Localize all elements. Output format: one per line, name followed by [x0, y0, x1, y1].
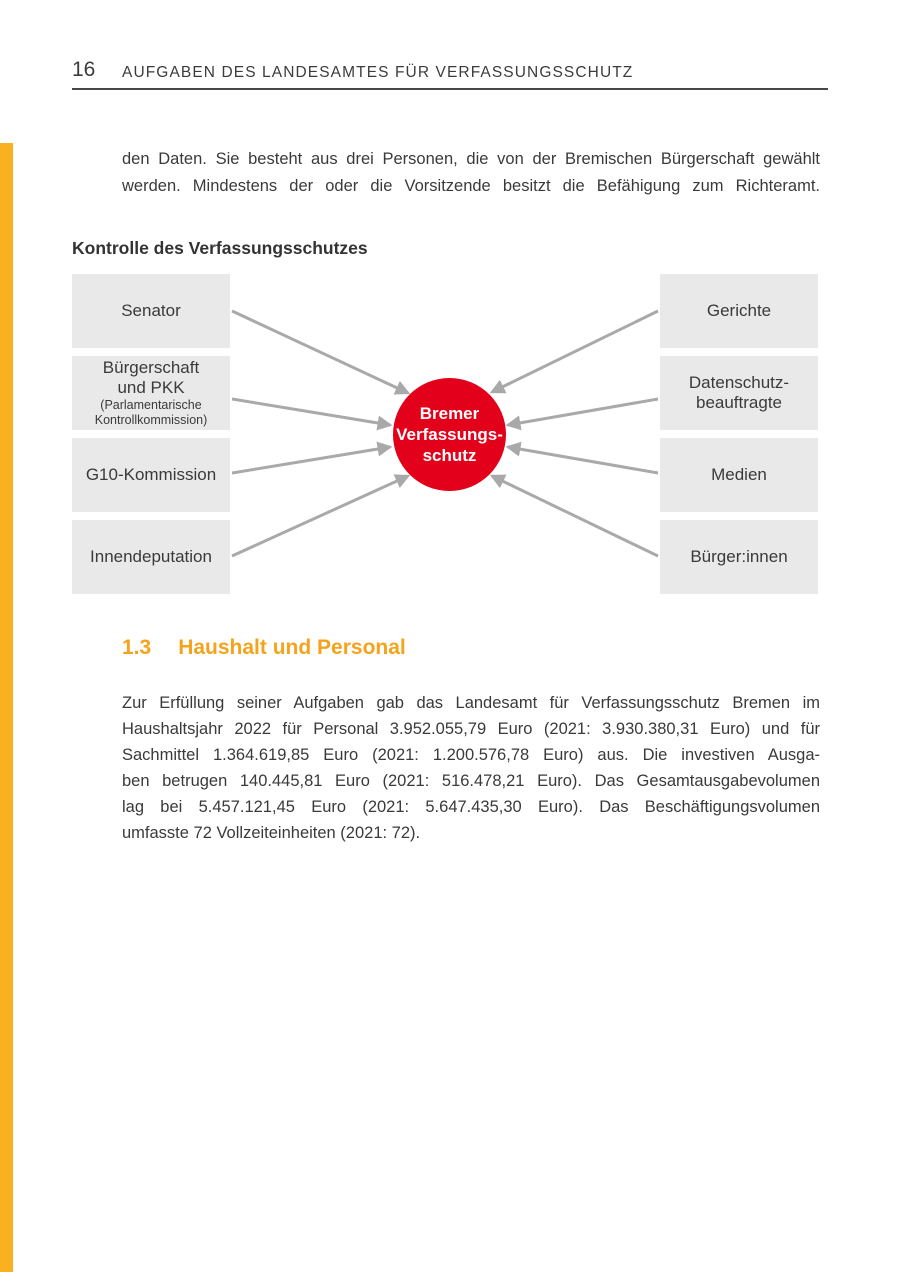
- arrow-senator: [232, 311, 408, 393]
- diagram-box-label: Innendeputation: [90, 547, 212, 566]
- circle-label: schutz: [422, 446, 477, 465]
- diagram-box-label: Bürger:innen: [690, 547, 788, 566]
- section-heading: [122, 636, 406, 660]
- arrow-buergerschaft-pkk: [232, 399, 390, 425]
- paragraph-line: Sachmittel 1.364.619,85 Euro (2021: 1.200.576,78 Euro) aus. Die investiven Ausga-: [122, 746, 820, 764]
- running-header-title: AUFGABEN DES LANDESAMTES FÜR VERFASSUNGSSCHUTZ: [122, 64, 634, 81]
- budget-paragraph: [122, 690, 820, 846]
- diagram-box-buergerinnen: [660, 520, 818, 594]
- intro-line: werden. Mindestens der oder die Vorsitzende besitzt die Befähigung zum Richteramt.: [122, 177, 820, 195]
- diagram-box-label: G10-Kommission: [85, 465, 217, 484]
- diagram-box-datenschutzbeauftragte: [660, 356, 818, 430]
- diagram-box-medien: [660, 438, 818, 512]
- intro-line: den Daten. Sie besteht aus drei Personen, die von der Bremischen Bürgerschaft gewählt: [122, 150, 820, 168]
- paragraph-line: Haushaltsjahr 2022 für Personal 3.952.055,79 Euro (2021: 3.930.380,31 Euro) und für: [122, 720, 820, 738]
- diagram-box-label: und PKK: [117, 378, 185, 397]
- section-title: Haushalt und Personal: [178, 636, 406, 659]
- paragraph-line: Zur Erfüllung seiner Aufgaben gab das Landesamt für Verfassungsschutz Bremen im: [122, 694, 820, 712]
- diagram-center-circle: [393, 378, 506, 491]
- diagram-box-label: beauftragte: [695, 393, 782, 412]
- page-number: 16: [72, 58, 96, 81]
- arrow-buergerinnen: [492, 476, 658, 556]
- diagram-box-senator: [72, 274, 230, 348]
- paragraph-line: lag bei 5.457.121,45 Euro (2021: 5.647.435,30 Euro). Das Beschäftigungsvolumen: [122, 798, 820, 816]
- diagram-box-sublabel: Kontrollkommission): [94, 413, 208, 427]
- diagram-box-label: Datenschutz-: [688, 373, 790, 392]
- diagram-box-label: Senator: [121, 301, 181, 320]
- arrow-datenschutzbeauftragte: [508, 399, 658, 425]
- arrow-innendeputation: [232, 476, 408, 556]
- diagram-box-buergerschaft-pkk: [72, 356, 230, 430]
- arrow-gerichte: [492, 311, 658, 392]
- arrow-g10-kommission: [232, 447, 390, 473]
- diagram-title: Kontrolle des Verfassungsschutzes: [72, 238, 368, 258]
- intro-paragraph: [122, 146, 820, 200]
- paragraph-line: umfasste 72 Vollzeiteinheiten (2021: 72).: [122, 824, 421, 842]
- paragraph-line: ben betrugen 140.445,81 Euro (2021: 516.478,21 Euro). Das Gesamtausgabevolumen: [122, 772, 820, 790]
- diagram-box-g10-kommission: [72, 438, 230, 512]
- diagram-box-label: Medien: [711, 465, 767, 484]
- header-rule: [72, 88, 828, 90]
- diagram-box-innendeputation: [72, 520, 230, 594]
- diagram-box-label: Bürgerschaft: [102, 358, 200, 377]
- diagram-box-sublabel: (Parlamentarische: [100, 398, 202, 412]
- left-accent-bar: [0, 143, 13, 1272]
- arrow-medien: [508, 447, 658, 473]
- circle-label: Bremer: [419, 404, 480, 423]
- circle-label: Verfassungs-: [396, 425, 503, 444]
- diagram-box-label: Gerichte: [706, 301, 772, 320]
- section-number: 1.3: [122, 636, 152, 659]
- diagram-box-gerichte: [660, 274, 818, 348]
